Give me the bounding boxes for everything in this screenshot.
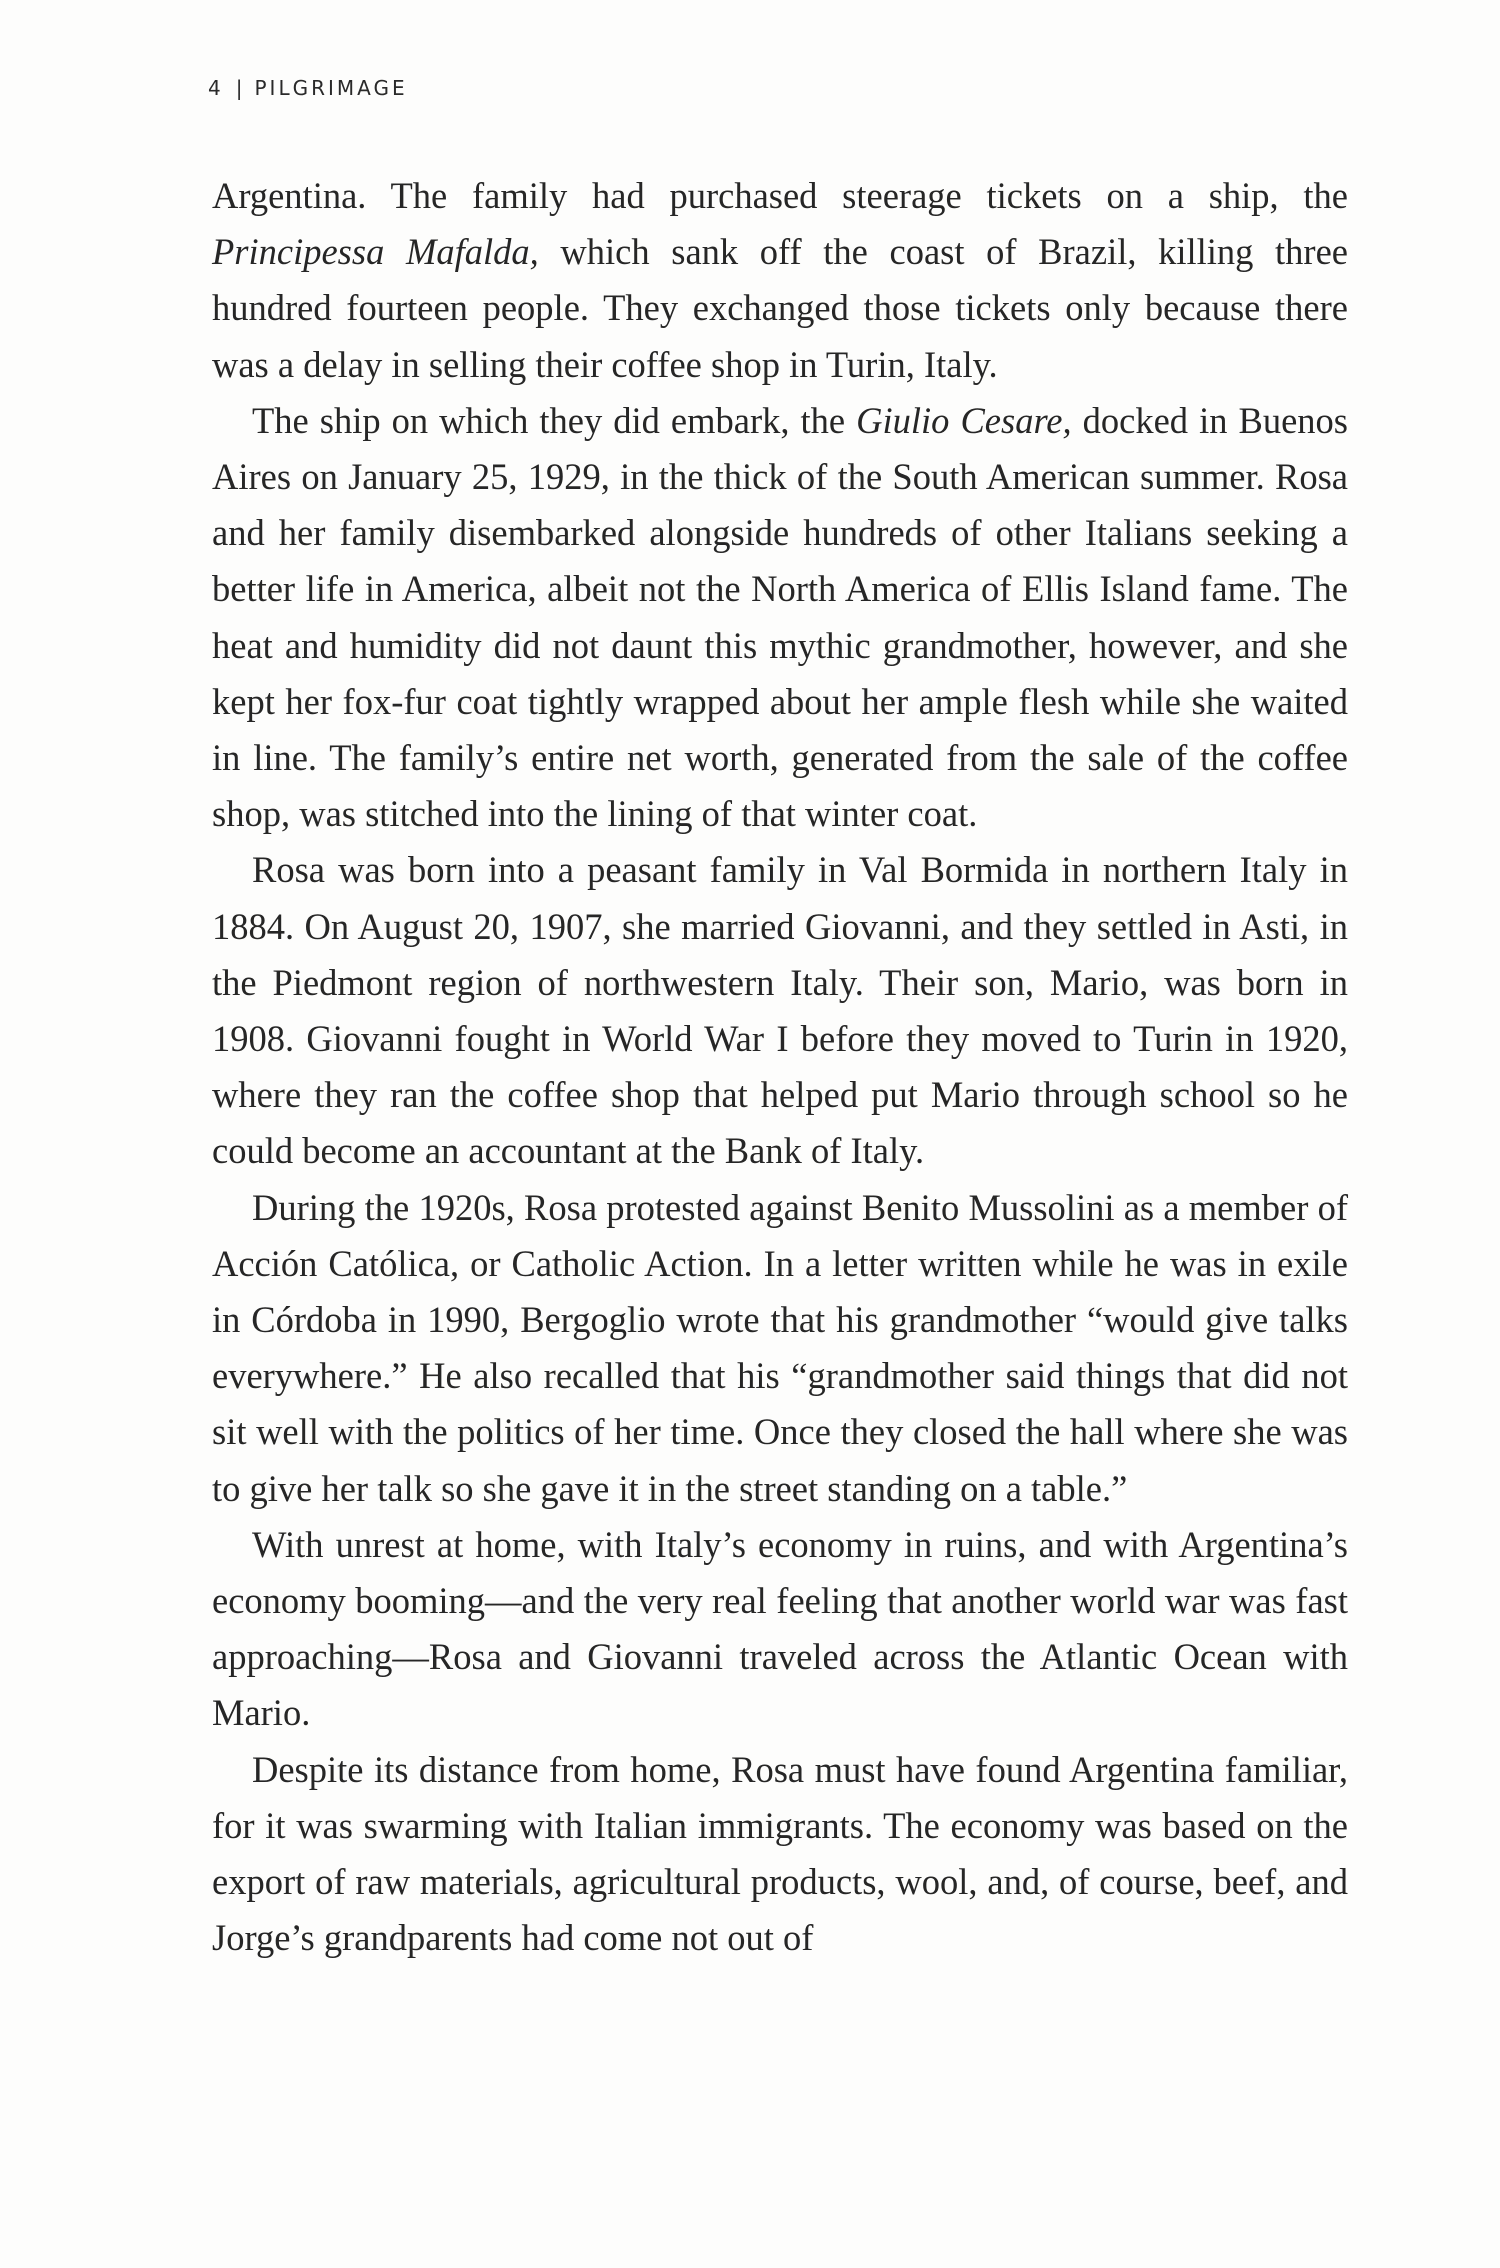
text-run: docked in Buenos Aires on January 25, 1929, in the thick of the South American summer. Rosa and her family disembarked alongside hundreds of other Italians seeking a better life in America, albeit not the North America of Ellis Island fame. The heat and humidity did not daunt this mythic grandmother, however, and she kept her fox-fur coat tightly wrapped about her ample flesh while she waited in line. The family’s entire net worth, generated from the sale of the coffee shop, was stitched into the lining of that winter coat.: [212, 399, 1348, 835]
running-head: [208, 76, 408, 100]
italic-ship-name: Principessa Mafalda,: [212, 231, 539, 273]
text-run: The ship on which they did embark, the: [252, 399, 857, 441]
text-run: Despite its distance from home, Rosa must have found Argentina familiar, for it was swarming with Italian immigrants. The economy was based on the export of raw materials, agricultural products, wool, and, of course, beef, and Jorge’s grandparents had come not out of: [212, 1748, 1348, 1959]
text-run: With unrest at home, with Italy’s economy in ruins, and with Argentina’s economy booming—and the very real feeling that another world war was fast approaching—Rosa and Giovanni traveled across the Atlantic Ocean with Mario.: [212, 1523, 1348, 1734]
paragraph: [212, 1180, 1348, 1517]
body-text: [212, 168, 1348, 1967]
italic-ship-name: Giulio Cesare,: [856, 399, 1072, 441]
paragraph: [212, 168, 1348, 393]
page-number: 4: [208, 76, 224, 100]
paragraph: [212, 1742, 1348, 1967]
paragraph: [212, 1517, 1348, 1742]
paragraph: [212, 393, 1348, 843]
text-run: Rosa was born into a peasant family in Val Bormida in northern Italy in 1884. On August 20, 1907, she married Giovanni, and they settled in Asti, in the Piedmont region of northwestern Italy. Their son, Mario, was born in 1908. Giovanni fought in World War I before they moved to Turin in 1920, where they ran the coffee shop that helped put Mario through school so he could become an accountant at the Bank of Italy.: [212, 849, 1348, 1172]
text-run: Argentina. The family had purchased steerage tickets on a ship, the: [212, 175, 1348, 216]
text-run: During the 1920s, Rosa protested against Benito Mussolini as a member of Acción Católica, or Catholic Action. In a letter written while he was in exile in Córdoba in 1990, Bergoglio wrote that his grandmother “would give talks everywhere.” He also recalled that his “grandmother said things that did not sit well with the politics of her time. Once they closed the hall where she was to give her talk so she gave it in the street standing on a table.”: [212, 1186, 1348, 1509]
text-run: which sank off the coast of Brazil, killing three hundred fourteen people. They exchanged those tickets only because there was a delay in selling their coffee shop in Turin, Italy.: [212, 231, 1348, 385]
header-separator: |: [235, 76, 243, 100]
running-title: PILGRIMAGE: [254, 76, 408, 100]
paragraph: [212, 842, 1348, 1179]
